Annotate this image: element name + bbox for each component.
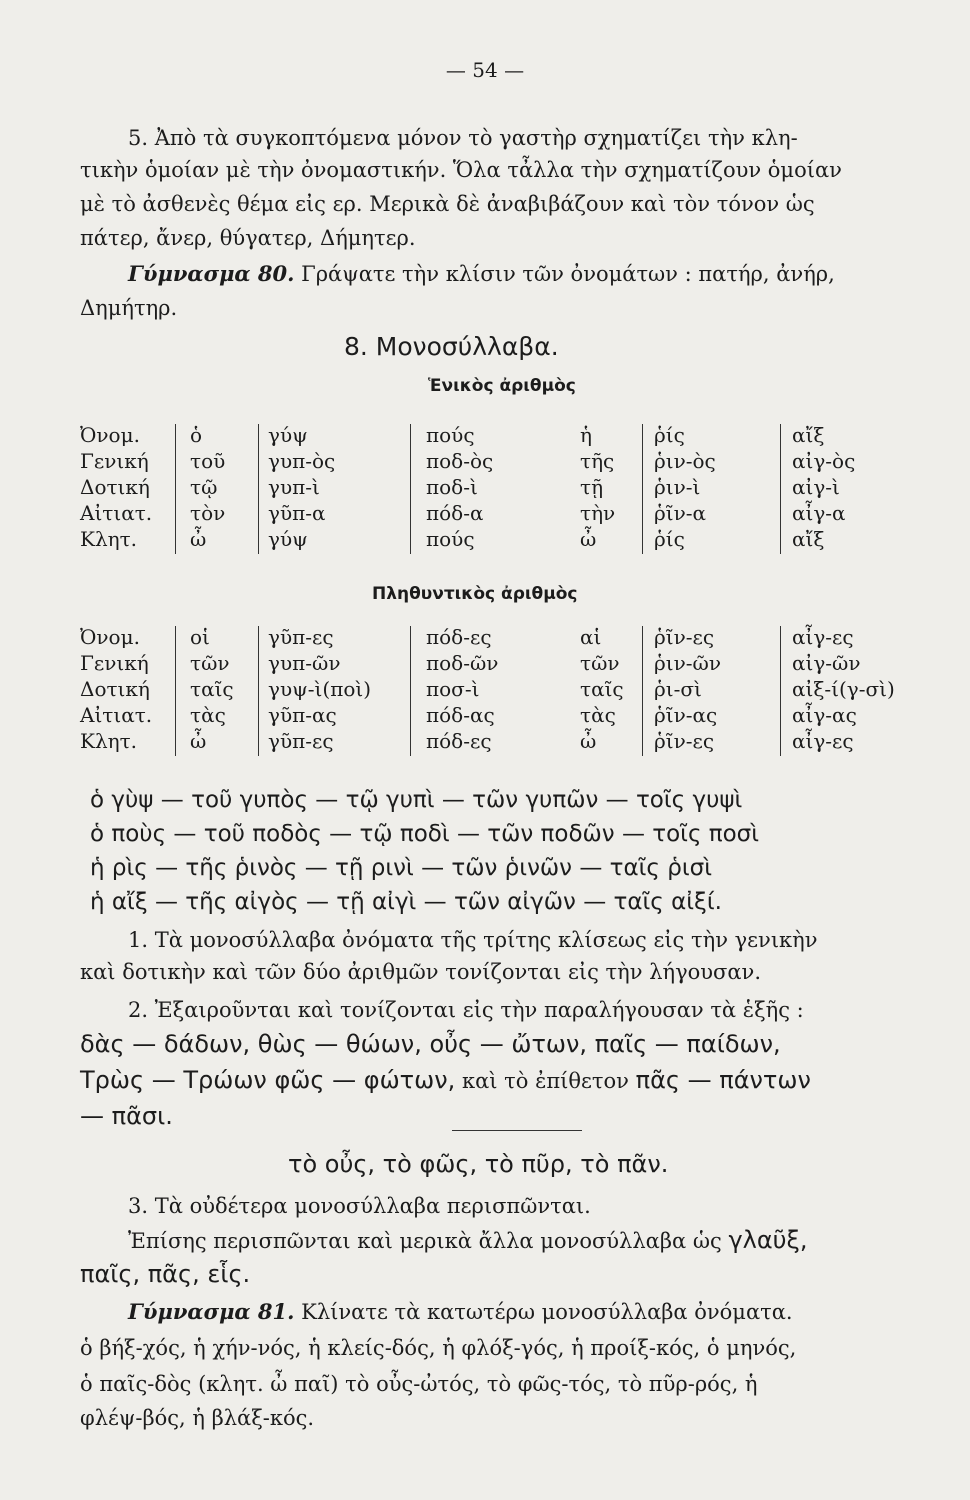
- column-divider: [258, 424, 259, 554]
- plural-article2-col: [580, 624, 624, 754]
- table-cell: αἰγ-ὸς: [792, 449, 856, 473]
- table-cell: ῥῖν-ας: [654, 703, 718, 727]
- table-cell: ὁ: [190, 423, 203, 447]
- section-title: 8. Μονοσύλλαβα.: [344, 332, 559, 361]
- rule1-line-1: 1. Τὰ μονοσύλλαβα ὀνόματα τῆς τρίτης κλίσεως εἰς τὴν γενικὴν: [128, 928, 818, 952]
- summary-line-3: ἡ ρὶς — τῆς ῥινὸς — τῇ ρινὶ — τῶν ῥινῶν — ταῖς ῥισὶ: [90, 855, 712, 881]
- singular-article-col: [190, 422, 225, 552]
- summary-line-1: ὁ γὺψ — τοῦ γυπὸς — τῷ γυπὶ — τῶν γυπῶν — τοῖς γυψὶ: [90, 787, 743, 813]
- case-label: Δοτική: [80, 677, 150, 701]
- table-cell: τοῦ: [190, 449, 226, 473]
- table-cell: αἴξ: [792, 527, 825, 551]
- table-cell: ῥίς: [654, 423, 685, 447]
- table-cell: ῥῖν-ες: [654, 729, 715, 753]
- case-label: Κλητ.: [80, 527, 138, 551]
- rule2-line-1: δὰς — δάδων, θὼς — θώων, οὖς — ὤτων, παῖς — παίδων,: [80, 1030, 781, 1058]
- table-cell: ὦ: [580, 729, 597, 753]
- exercise81-text: Κλίνατε τὰ κατωτέρω μονοσύλλαβα ὀνόματα.: [301, 1300, 793, 1324]
- exercise81-line-2: ὁ παῖς-δὸς (κλητ. ὦ παῖ) τὸ οὖς-ὠτός, τὸ φῶς-τός, τὸ πῦρ-ρός, ἡ: [80, 1372, 758, 1396]
- table-cell: γυπ-ῶν: [268, 651, 341, 675]
- rule2-line-2: [80, 1066, 811, 1095]
- rule5-line-1: 5. Ἀπὸ τὰ συγκοπτόμενα μόνον τὸ γαστὴρ σχηματίζει τὴν κλη-: [128, 126, 798, 150]
- table-cell: ποδ-ὸς: [426, 449, 494, 473]
- rule5-line-3: μὲ τὸ ἀσθενὲς θέμα εἰς ερ. Μερικὰ δὲ ἀναβιβάζουν καὶ τὸν τόνον ὡς: [80, 192, 815, 216]
- table-cell: ποσ-ὶ: [426, 677, 480, 701]
- table-cell: ποδ-ὶ: [426, 475, 478, 499]
- table-cell: γῦπ-ες: [268, 625, 334, 649]
- column-divider: [258, 626, 259, 756]
- case-label: Αἰτιατ.: [80, 501, 153, 525]
- singular-pous-col: [426, 422, 493, 552]
- singular-aix-col: [792, 422, 855, 552]
- table-cell: γύψ: [268, 527, 308, 551]
- table-cell: ῥιν-ὸς: [654, 449, 716, 473]
- plural-aix-col: [792, 624, 895, 754]
- plural-pous-col: [426, 624, 498, 754]
- table-cell: αἶγ-ας: [792, 703, 857, 727]
- rule2-line-2b: καὶ τὸ ἐπίθετον: [461, 1069, 629, 1093]
- table-cell: αἴξ: [792, 423, 825, 447]
- column-divider: [410, 626, 411, 756]
- table-cell: οἱ: [190, 625, 210, 649]
- case-label: Ὀνομ.: [80, 423, 140, 447]
- exercise81-line: [128, 1298, 793, 1326]
- plural-cases-col: [80, 624, 152, 754]
- table-cell: γῦπ-α: [268, 501, 326, 525]
- table-cell: τὴν: [580, 501, 616, 525]
- table-cell: τῇ: [580, 475, 604, 499]
- table-cell: ταῖς: [190, 677, 234, 701]
- exercise80-text-2: Δημήτηρ.: [80, 296, 178, 320]
- table-cell: ποδ-ῶν: [426, 651, 499, 675]
- table-cell: αἶγ-ες: [792, 625, 854, 649]
- case-label: Δοτική: [80, 475, 150, 499]
- table-cell: πόδ-ας: [426, 703, 495, 727]
- plural-ris-col: [654, 624, 721, 754]
- table-cell: γυπ-ὶ: [268, 475, 320, 499]
- rule5-line-2: τικὴν ὁμοίαν μὲ τὴν ὀνομαστικήν. Ὅλα τἆλλα τὴν σχηματίζουν ὁμοίαν: [80, 158, 842, 182]
- case-label: Γενική: [80, 651, 149, 675]
- table-cell: αἱ: [580, 625, 602, 649]
- table-cell: αἶγ-ες: [792, 729, 854, 753]
- singular-cases-col: [80, 422, 152, 552]
- table-cell: τὰς: [190, 703, 226, 727]
- rule2-line-3: — πᾶσι.: [80, 1102, 173, 1130]
- singular-article2-col: [580, 422, 615, 552]
- table-cell: τῶν: [580, 651, 620, 675]
- plural-article-col: [190, 624, 234, 754]
- plural-table: [80, 624, 895, 764]
- table-cell: τῷ: [190, 475, 218, 499]
- table-cell: ταῖς: [580, 677, 624, 701]
- column-divider: [642, 424, 643, 554]
- table-cell: γῦπ-ας: [268, 703, 337, 727]
- table-cell: ὦ: [580, 527, 597, 551]
- table-cell: αἶγ-α: [792, 501, 846, 525]
- table-cell: ῥι-σὶ: [654, 677, 702, 701]
- table-cell: πόδ-ες: [426, 729, 492, 753]
- table-cell: ῥῖν-α: [654, 501, 707, 525]
- table-cell: τὸν: [190, 501, 226, 525]
- neuter-examples: τὸ οὖς, τὸ φῶς, τὸ πῦρ, τὸ πᾶν.: [288, 1150, 669, 1178]
- page-number: — 54 —: [445, 58, 525, 82]
- table-cell: τῶν: [190, 651, 230, 675]
- table-cell: ῥῖν-ες: [654, 625, 715, 649]
- rule3-line-3: παῖς, πᾶς, εἷς.: [80, 1260, 251, 1288]
- case-label: Κλητ.: [80, 729, 138, 753]
- singular-ris-col: [654, 422, 716, 552]
- table-cell: αἰγ-ὶ: [792, 475, 840, 499]
- column-divider: [410, 424, 411, 554]
- rule2-line-2a: Τρὼς — Τρώων φῶς — φώτων,: [80, 1066, 456, 1094]
- column-divider: [642, 626, 643, 756]
- exercise80-line: [128, 260, 835, 288]
- table-cell: γῦπ-ες: [268, 729, 334, 753]
- table-cell: πούς: [426, 423, 475, 447]
- exercise81-label: Γύμνασμα 81.: [128, 1299, 295, 1324]
- table-cell: ῥιν-ῶν: [654, 651, 721, 675]
- table-cell: ὦ: [190, 729, 207, 753]
- rule3-line-2: [128, 1226, 808, 1255]
- table-cell: γύψ: [268, 423, 308, 447]
- rule2-intro: 2. Ἐξαιροῦνται καὶ τονίζονται εἰς τὴν παραλήγουσαν τὰ ἑξῆς :: [128, 998, 804, 1022]
- table-cell: πόδ-α: [426, 501, 484, 525]
- column-divider: [175, 424, 176, 554]
- singular-gyps-col: [268, 422, 335, 552]
- column-divider: [780, 626, 781, 756]
- exercise81-line-1: ὁ βήξ-χός, ἡ χήν-νός, ἡ κλείς-δός, ἡ φλόξ-γός, ἡ προίξ-κός, ὁ μηνός,: [80, 1336, 797, 1360]
- table-cell: αἰγ-ῶν: [792, 651, 861, 675]
- singular-heading: Ἑνικὸς ἀριθμὸς: [428, 376, 576, 396]
- table-cell: αἰξ-ί(γ-σὶ): [792, 677, 895, 701]
- table-cell: πούς: [426, 527, 475, 551]
- case-label: Αἰτιατ.: [80, 703, 153, 727]
- rule1-line-2: καὶ δοτικὴν καὶ τῶν δύο ἀριθμῶν τονίζονται εἰς τὴν λήγουσαν.: [80, 960, 762, 984]
- table-cell: ῥιν-ὶ: [654, 475, 701, 499]
- table-cell: γυψ-ὶ(ποὶ): [268, 677, 372, 701]
- exercise80-text: Γράψατε τὴν κλίσιν τῶν ὀνομάτων : πατήρ, ἀνήρ,: [301, 262, 835, 286]
- summary-line-2: ὁ ποὺς — τοῦ ποδὸς — τῷ ποδὶ — τῶν ποδῶν — τοῖς ποσὶ: [90, 821, 760, 847]
- column-divider: [175, 626, 176, 756]
- summary-line-4: ἡ αἴξ — τῆς αἰγὸς — τῇ αἰγὶ — τῶν αἰγῶν — ταῖς αἰξί.: [90, 889, 722, 915]
- plural-heading: Πληθυντικὸς ἀριθμὸς: [372, 584, 578, 604]
- column-divider: [780, 424, 781, 554]
- table-cell: ῥίς: [654, 527, 685, 551]
- rule2-line-2c: πᾶς — πάντων: [635, 1066, 811, 1094]
- case-label: Ὀνομ.: [80, 625, 140, 649]
- table-cell: τῆς: [580, 449, 615, 473]
- plural-gyps-col: [268, 624, 371, 754]
- rule3-line-1: 3. Τὰ οὐδέτερα μονοσύλλαβα περισπῶνται.: [128, 1194, 591, 1218]
- rule3-line-2a: Ἐπίσης περισπῶνται καὶ μερικὰ ἄλλα μονοσύλλαβα ὡς: [128, 1229, 722, 1253]
- table-cell: ἡ: [580, 423, 592, 447]
- table-cell: τὰς: [580, 703, 616, 727]
- rule3-line-2b: γλαῦξ,: [728, 1226, 808, 1254]
- rule5-line-4: πάτερ, ἄνερ, θύγατερ, Δήμητερ.: [80, 226, 416, 250]
- table-cell: ὦ: [190, 527, 207, 551]
- section-divider: [452, 1130, 582, 1131]
- table-cell: πόδ-ες: [426, 625, 492, 649]
- singular-table: [80, 422, 890, 562]
- exercise80-label: Γύμνασμα 80.: [128, 261, 295, 286]
- case-label: Γενική: [80, 449, 149, 473]
- table-cell: γυπ-ὸς: [268, 449, 336, 473]
- exercise81-line-3: φλέψ-βός, ἡ βλάξ-κός.: [80, 1406, 315, 1430]
